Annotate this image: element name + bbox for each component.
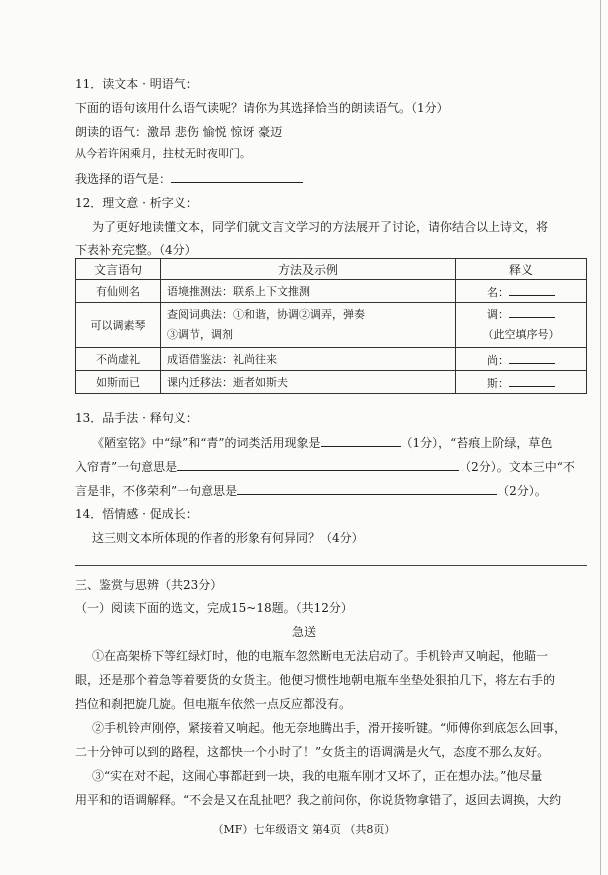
q13-line3-text: 言是非，不侈荣利”一句意思是 (75, 484, 238, 498)
q11-options: 朗读的语气：激昂 悲伤 愉悦 惊讶 豪迈 (75, 125, 283, 139)
row-method (161, 303, 456, 348)
page-edge-line (600, 0, 601, 875)
q11-answer-label: 我选择的语气是： (75, 172, 172, 186)
q12-heading: 12．理文意 · 析字义： (75, 196, 198, 210)
q13-blank-1 (321, 434, 401, 447)
q11-answer-blank (171, 170, 303, 183)
q13-line1 (92, 434, 552, 451)
meaning-blank (509, 305, 555, 318)
method-line: 查阅词典法：①和谐，协调②调弄，弹奏 (167, 308, 365, 321)
q14-heading: 14．悟情感 · 促成长： (75, 507, 198, 521)
meaning-label: 调： (487, 308, 509, 321)
row-meaning (456, 303, 587, 348)
q13-line1-tail: （1分），“苔痕上阶绿，草色 (400, 436, 553, 450)
row-meaning (456, 371, 587, 394)
passage-p2-line1: ②手机铃声刚停，紧接着又响起。他无奈地腾出手，滑开接听键。“师傅你到底怎么回事， (92, 721, 567, 735)
meaning-blank (509, 351, 555, 364)
table-row (76, 303, 587, 348)
q11-heading: 11．读文本 · 明语气： (75, 77, 198, 91)
q13-line2-text: 入帘青”一句意思是 (75, 460, 178, 474)
table-row (76, 348, 587, 371)
passage-p3-line1: ③“实在对不起，这闹心事都赶到一块，我的电瓶车刚才又坏了，正在想办法。”他尽量 (92, 769, 543, 783)
q13-blank-3 (237, 482, 497, 495)
passage-p1-line3: 挡位和刹把旋几旋。但电瓶车依然一点反应都没有。 (75, 697, 352, 711)
q13-blank-2 (177, 458, 459, 471)
passage-title: 急送 (291, 625, 316, 639)
meaning-blank (509, 283, 555, 296)
row-method: 语境推测法：联系上下文推测 (161, 280, 456, 303)
q13-line3-tail: （2分）。 (497, 484, 547, 498)
meaning-label: 斯： (487, 376, 509, 390)
q12-prompt-line1: 为了更好地读懂文本，同学们就文言文学习的方法展开了讨论，请你结合以上诗文，将 (92, 220, 549, 234)
q14-prompt: 这三则文本所体现的作者的形象有何异同？（4分） (92, 531, 364, 545)
meaning-label: 名： (487, 285, 509, 299)
meaning-label: 尚： (487, 353, 509, 367)
q13-heading: 13．品手法 · 释句义： (75, 411, 198, 425)
row-phrase: 如斯而已 (76, 371, 161, 394)
passage-p1-line2: 眼，还是那个着急等着要货的女货主。他便习惯性地朝电瓶车坐垫处狠拍几下，将左右手的 (75, 673, 556, 687)
meaning-note: （此空填序号） (482, 328, 560, 341)
section3-sub: （一）阅读下面的选文，完成15~18题。（共12分） (75, 601, 353, 615)
passage-p1-line1: ①在高架桥下等红绿灯时，他的电瓶车忽然断电无法启动了。手机铃声又响起，他瞄一 (92, 649, 549, 663)
table-header-cell: 方法及示例 (161, 259, 456, 280)
table-row (76, 280, 587, 303)
method-line: ③调节，调剂 (167, 328, 233, 341)
row-method: 课内迁移法：逝者如斯夫 (161, 371, 456, 394)
row-phrase: 不尚虚礼 (76, 348, 161, 371)
meaning-blank (509, 374, 555, 387)
page-footer: （MF）七年级语文 第4页 （共8页） (212, 823, 396, 836)
row-phrase: 可以调素琴 (76, 303, 161, 348)
q12-prompt-line2: 下表补充完整。（4分） (75, 243, 197, 257)
table-row (76, 371, 587, 394)
table-header-cell: 释义 (456, 259, 587, 280)
q13-line1-text: 《陋室铭》中“绿”和“青”的词类活用现象是 (92, 436, 321, 450)
row-phrase: 有仙则名 (76, 280, 161, 303)
row-meaning (456, 348, 587, 371)
q11-answer-line (75, 170, 303, 187)
q13-line2 (75, 458, 575, 475)
table-header-cell: 文言语句 (76, 259, 161, 280)
q11-sentence: 从今若许闲乘月，拄杖无时夜叩门。 (75, 147, 251, 160)
section3-heading: 三、鉴赏与思辨（共23分） (75, 578, 223, 592)
passage-p3-line2: 用平和的语调解释。“不会是又在乱扯吧？我之前问你，你说货物拿错了，返回去调换，大约 (75, 793, 562, 807)
row-meaning (456, 280, 587, 303)
answer-rule (75, 565, 587, 566)
passage-p2-line2: 二十分钟可以到的路程，这都快一个小时了！”女货主的语调满是火气，态度不那么友好。 (75, 745, 550, 759)
row-method: 成语借鉴法：礼尚往来 (161, 348, 456, 371)
q13-line3 (75, 482, 547, 499)
q13-line2-tail: （2分）。文本三中“不 (459, 460, 575, 474)
q12-table (75, 258, 587, 394)
table-header-row (76, 259, 587, 280)
q11-prompt: 下面的语句该用什么语气读呢？请你为其选择恰当的朗读语气。（1分） (75, 101, 449, 115)
